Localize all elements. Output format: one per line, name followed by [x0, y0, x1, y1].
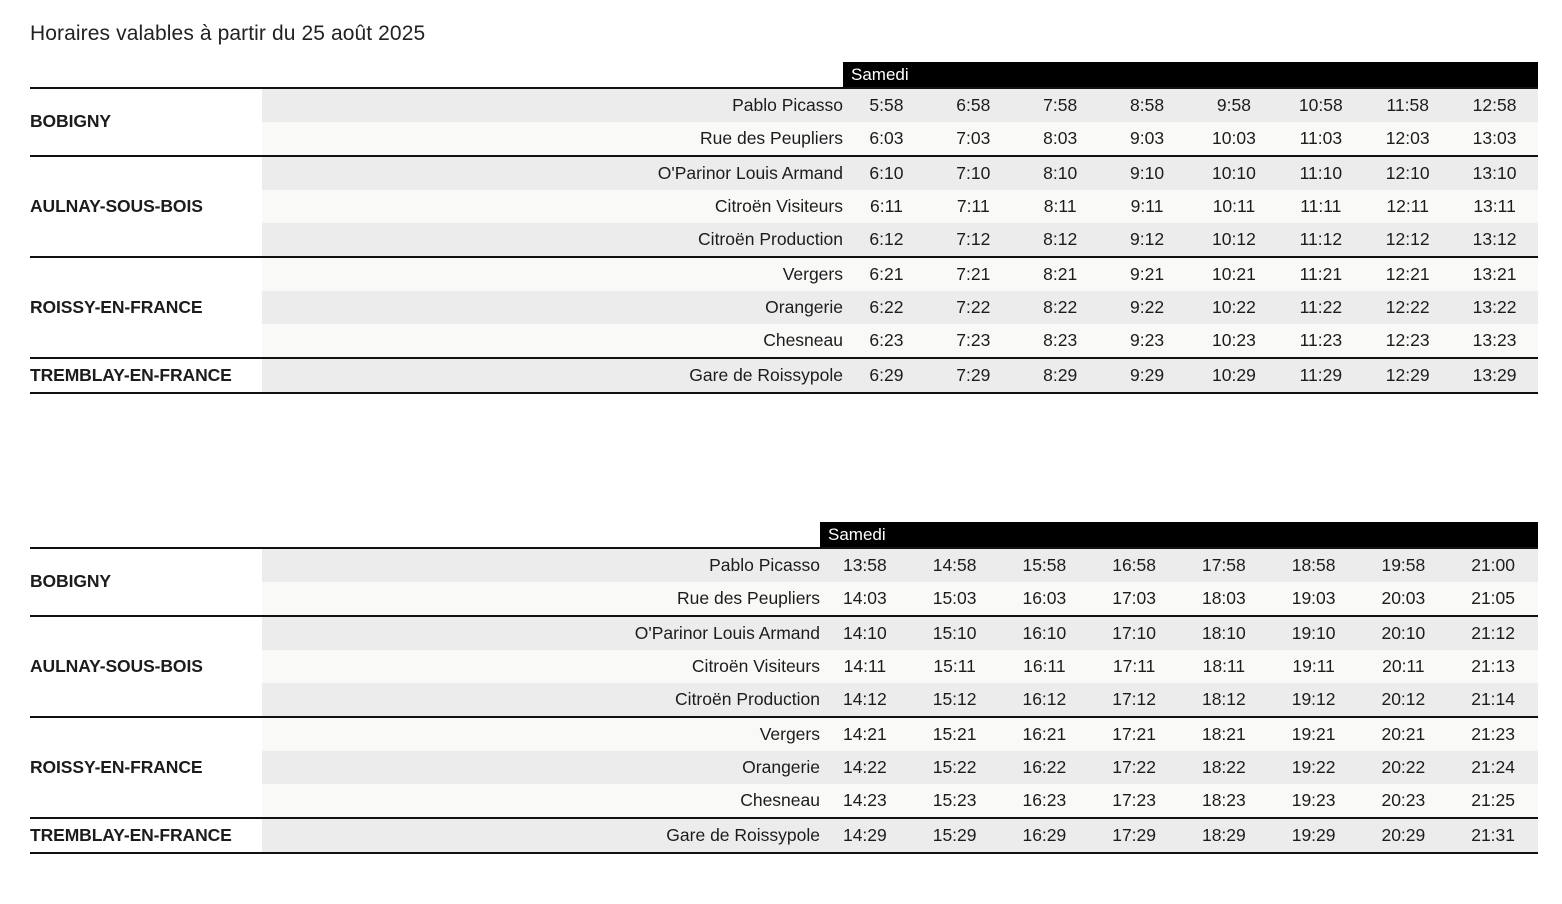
departure-time: 12:21	[1364, 257, 1451, 291]
departure-time: 17:10	[1089, 616, 1179, 650]
departure-time: 8:10	[1017, 156, 1104, 190]
schedule-body-1	[30, 548, 1538, 853]
departure-time: 7:22	[930, 291, 1017, 324]
departure-time: 15:10	[910, 616, 1000, 650]
departure-time: 11:29	[1277, 358, 1364, 393]
zone-label: BOBIGNY	[30, 88, 262, 156]
table-row	[30, 358, 1538, 393]
departure-time: 8:29	[1017, 358, 1104, 393]
departure-time: 19:10	[1269, 616, 1359, 650]
table-row	[30, 616, 1538, 650]
departure-time: 11:58	[1364, 88, 1451, 122]
departure-time: 19:23	[1269, 784, 1359, 818]
table-row	[30, 818, 1538, 853]
departure-time: 18:22	[1179, 751, 1269, 784]
departure-time: 6:29	[843, 358, 930, 393]
departure-time: 15:21	[910, 717, 1000, 751]
stop-name: Citroën Production	[262, 683, 820, 717]
departure-time: 16:58	[1089, 548, 1179, 582]
departure-time: 17:23	[1089, 784, 1179, 818]
departure-time: 21:23	[1448, 717, 1538, 751]
departure-time: 9:21	[1104, 257, 1191, 291]
departure-time: 19:22	[1269, 751, 1359, 784]
stop-name: Vergers	[262, 257, 843, 291]
departure-time: 10:29	[1191, 358, 1278, 393]
departure-time: 5:58	[843, 88, 930, 122]
departure-time: 6:58	[930, 88, 1017, 122]
stop-name: Orangerie	[262, 291, 843, 324]
stop-name: Chesneau	[262, 324, 843, 358]
departure-time: 14:21	[820, 717, 910, 751]
departure-time: 9:10	[1104, 156, 1191, 190]
departure-time: 11:10	[1277, 156, 1364, 190]
table-row	[30, 548, 1538, 582]
departure-time: 17:03	[1089, 582, 1179, 616]
departure-time: 21:14	[1448, 683, 1538, 717]
stop-name: Pablo Picasso	[262, 548, 820, 582]
departure-time: 7:10	[930, 156, 1017, 190]
departure-time: 21:12	[1448, 616, 1538, 650]
zone-label: ROISSY-EN-FRANCE	[30, 717, 262, 818]
stop-name: Chesneau	[262, 784, 820, 818]
departure-time: 10:12	[1191, 223, 1278, 257]
departure-time: 18:12	[1179, 683, 1269, 717]
departure-time: 16:11	[1000, 650, 1090, 683]
page-title: Horaires valables à partir du 25 août 2025	[30, 22, 426, 45]
departure-time: 19:11	[1269, 650, 1359, 683]
departure-time: 13:23	[1451, 324, 1538, 358]
departure-time: 11:12	[1277, 223, 1364, 257]
departure-time: 20:21	[1359, 717, 1449, 751]
stop-name: Rue des Peupliers	[262, 582, 820, 616]
departure-time: 20:11	[1359, 650, 1449, 683]
departure-time: 16:12	[1000, 683, 1090, 717]
departure-time: 6:22	[843, 291, 930, 324]
departure-time: 9:22	[1104, 291, 1191, 324]
departure-time: 20:22	[1359, 751, 1449, 784]
zone-label: TREMBLAY-EN-FRANCE	[30, 818, 262, 853]
departure-time: 17:29	[1089, 818, 1179, 853]
departure-time: 10:03	[1191, 122, 1278, 156]
departure-time: 8:22	[1017, 291, 1104, 324]
departure-time: 8:21	[1017, 257, 1104, 291]
departure-time: 17:58	[1179, 548, 1269, 582]
stop-name: Citroën Visiteurs	[262, 190, 843, 223]
departure-time: 14:23	[820, 784, 910, 818]
schedule-body-0	[30, 88, 1538, 393]
departure-time: 15:29	[910, 818, 1000, 853]
departure-time: 10:11	[1191, 190, 1278, 223]
departure-time: 16:29	[1000, 818, 1090, 853]
departure-time: 7:03	[930, 122, 1017, 156]
departure-time: 18:03	[1179, 582, 1269, 616]
zone-label: BOBIGNY	[30, 548, 262, 616]
timetable-block-morning	[30, 62, 1538, 394]
departure-time: 11:22	[1277, 291, 1364, 324]
departure-time: 7:12	[930, 223, 1017, 257]
departure-time: 13:11	[1451, 190, 1538, 223]
departure-time: 9:12	[1104, 223, 1191, 257]
departure-time: 20:03	[1359, 582, 1449, 616]
departure-time: 16:21	[1000, 717, 1090, 751]
departure-time: 11:03	[1277, 122, 1364, 156]
departure-time: 18:11	[1179, 650, 1269, 683]
table-row	[30, 257, 1538, 291]
departure-time: 10:21	[1191, 257, 1278, 291]
departure-time: 7:29	[930, 358, 1017, 393]
departure-time: 10:58	[1277, 88, 1364, 122]
departure-time: 9:11	[1104, 190, 1191, 223]
stop-name: O'Parinor Louis Armand	[262, 156, 843, 190]
departure-time: 12:22	[1364, 291, 1451, 324]
departure-time: 9:23	[1104, 324, 1191, 358]
departure-time: 13:58	[820, 548, 910, 582]
departure-time: 12:12	[1364, 223, 1451, 257]
departure-time: 11:21	[1277, 257, 1364, 291]
departure-time: 12:03	[1364, 122, 1451, 156]
departure-time: 14:12	[820, 683, 910, 717]
zone-label: ROISSY-EN-FRANCE	[30, 257, 262, 358]
departure-time: 20:23	[1359, 784, 1449, 818]
departure-time: 18:21	[1179, 717, 1269, 751]
departure-time: 9:03	[1104, 122, 1191, 156]
departure-time: 12:29	[1364, 358, 1451, 393]
departure-time: 20:10	[1359, 616, 1449, 650]
departure-time: 10:10	[1191, 156, 1278, 190]
departure-time: 13:29	[1451, 358, 1538, 393]
day-label: Samedi	[820, 522, 1538, 547]
departure-time: 14:11	[820, 650, 910, 683]
departure-time: 6:12	[843, 223, 930, 257]
departure-time: 18:29	[1179, 818, 1269, 853]
departure-time: 9:58	[1191, 88, 1278, 122]
departure-time: 21:13	[1448, 650, 1538, 683]
stop-name: Citroën Visiteurs	[262, 650, 820, 683]
departure-time: 8:12	[1017, 223, 1104, 257]
departure-time: 17:12	[1089, 683, 1179, 717]
departure-time: 18:23	[1179, 784, 1269, 818]
departure-time: 21:05	[1448, 582, 1538, 616]
departure-time: 18:10	[1179, 616, 1269, 650]
departure-time: 10:22	[1191, 291, 1278, 324]
departure-time: 19:21	[1269, 717, 1359, 751]
departure-time: 15:12	[910, 683, 1000, 717]
stop-name: Vergers	[262, 717, 820, 751]
departure-time: 8:11	[1017, 190, 1104, 223]
departure-time: 19:58	[1359, 548, 1449, 582]
departure-time: 15:03	[910, 582, 1000, 616]
departure-time: 7:11	[930, 190, 1017, 223]
departure-time: 13:21	[1451, 257, 1538, 291]
departure-time: 6:21	[843, 257, 930, 291]
stop-name: Rue des Peupliers	[262, 122, 843, 156]
departure-time: 7:21	[930, 257, 1017, 291]
departure-time: 13:22	[1451, 291, 1538, 324]
departure-time: 11:23	[1277, 324, 1364, 358]
departure-time: 15:22	[910, 751, 1000, 784]
departure-time: 18:58	[1269, 548, 1359, 582]
departure-time: 8:03	[1017, 122, 1104, 156]
departure-time: 21:24	[1448, 751, 1538, 784]
departure-time: 12:10	[1364, 156, 1451, 190]
departure-time: 15:11	[910, 650, 1000, 683]
departure-time: 19:29	[1269, 818, 1359, 853]
stop-name: Citroën Production	[262, 223, 843, 257]
departure-time: 19:03	[1269, 582, 1359, 616]
departure-time: 13:03	[1451, 122, 1538, 156]
departure-time: 8:58	[1104, 88, 1191, 122]
departure-time: 17:22	[1089, 751, 1179, 784]
stop-name: Gare de Roissypole	[262, 358, 843, 393]
departure-time: 12:58	[1451, 88, 1538, 122]
schedule-table	[30, 87, 1538, 394]
table-row	[30, 156, 1538, 190]
departure-time: 6:03	[843, 122, 930, 156]
departure-time: 14:29	[820, 818, 910, 853]
departure-time: 14:58	[910, 548, 1000, 582]
departure-time: 16:03	[1000, 582, 1090, 616]
departure-time: 20:12	[1359, 683, 1449, 717]
departure-time: 6:10	[843, 156, 930, 190]
departure-time: 16:23	[1000, 784, 1090, 818]
departure-time: 14:22	[820, 751, 910, 784]
table-row	[30, 88, 1538, 122]
departure-time: 11:11	[1277, 190, 1364, 223]
departure-time: 7:58	[1017, 88, 1104, 122]
departure-time: 21:00	[1448, 548, 1538, 582]
zone-label: AULNAY-SOUS-BOIS	[30, 156, 262, 257]
departure-time: 14:10	[820, 616, 910, 650]
stop-name: Pablo Picasso	[262, 88, 843, 122]
departure-time: 10:23	[1191, 324, 1278, 358]
departure-time: 6:23	[843, 324, 930, 358]
departure-time: 15:23	[910, 784, 1000, 818]
departure-time: 12:23	[1364, 324, 1451, 358]
departure-time: 14:03	[820, 582, 910, 616]
departure-time: 21:31	[1448, 818, 1538, 853]
departure-time: 16:22	[1000, 751, 1090, 784]
stop-name: Gare de Roissypole	[262, 818, 820, 853]
departure-time: 15:58	[1000, 548, 1090, 582]
departure-time: 13:12	[1451, 223, 1538, 257]
departure-time: 6:11	[843, 190, 930, 223]
departure-time: 20:29	[1359, 818, 1449, 853]
departure-time: 17:21	[1089, 717, 1179, 751]
departure-time: 17:11	[1089, 650, 1179, 683]
departure-time: 8:23	[1017, 324, 1104, 358]
departure-time: 13:10	[1451, 156, 1538, 190]
timetable-block-afternoon	[30, 522, 1538, 854]
schedule-table	[30, 547, 1538, 854]
table-row	[30, 717, 1538, 751]
stop-name: Orangerie	[262, 751, 820, 784]
departure-time: 16:10	[1000, 616, 1090, 650]
stop-name: O'Parinor Louis Armand	[262, 616, 820, 650]
departure-time: 12:11	[1364, 190, 1451, 223]
departure-time: 21:25	[1448, 784, 1538, 818]
departure-time: 9:29	[1104, 358, 1191, 393]
day-label: Samedi	[843, 62, 1538, 87]
departure-time: 7:23	[930, 324, 1017, 358]
zone-label: TREMBLAY-EN-FRANCE	[30, 358, 262, 393]
zone-label: AULNAY-SOUS-BOIS	[30, 616, 262, 717]
departure-time: 19:12	[1269, 683, 1359, 717]
